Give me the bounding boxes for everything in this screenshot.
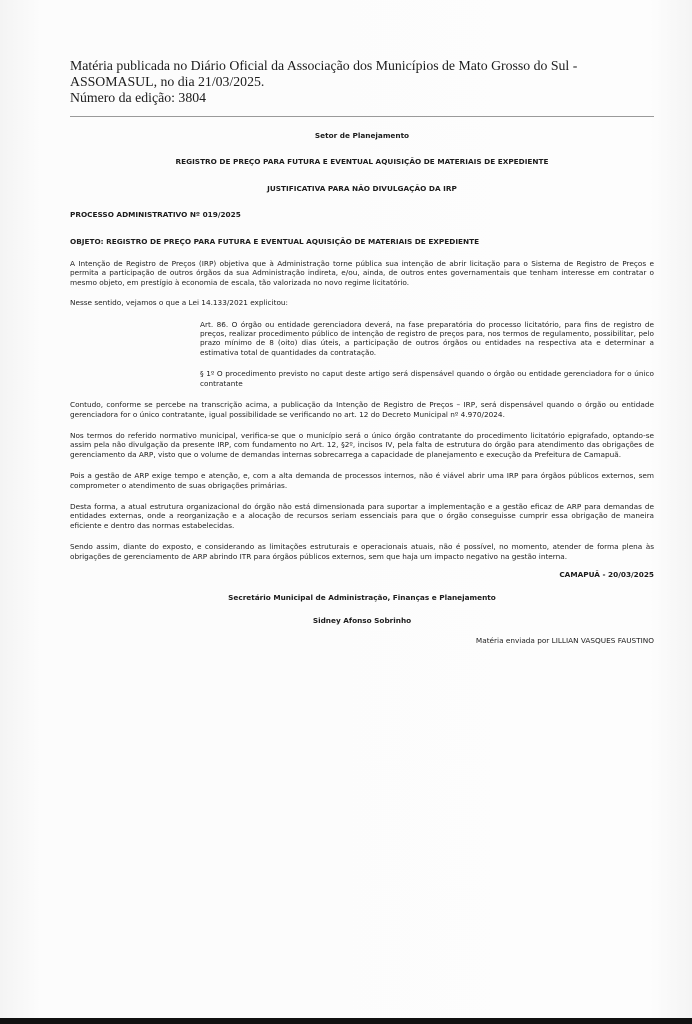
quote-paragraph-1: § 1º O procedimento previsto no caput deste artigo será dispensável quando o órgão ou entidade gerenciadora for o único contratante	[200, 369, 654, 388]
signer-name: Sidney Afonso Sobrinho	[312, 615, 412, 625]
document-title: REGISTRO DE PREÇO PARA FUTURA E EVENTUAL AQUISIÇÃO DE MATERIAIS DE EXPEDIENTE	[175, 157, 549, 167]
sector-heading: Setor de Planejamento	[314, 131, 410, 140]
header-line-2: ASSOMASUL, no dia 21/03/2025.	[70, 74, 265, 89]
object-line: OBJETO: REGISTRO DE PREÇO PARA FUTURA E EVENTUAL AQUISIÇÃO DE MATERIAIS DE EXPEDIENTE	[70, 236, 480, 246]
document-body	[70, 128, 654, 646]
process-number: PROCESSO ADMINISTRATIVO Nº 019/2025	[70, 210, 241, 220]
paragraph-6: Desta forma, a atual estrutura organizacional do órgão não está dimensionada para suportar a implementação e a gestão eficaz de ARP para demandas de entidades externas, onde a reorganização e a alocação de recursos seriam essenciais para que o órgão conseguisse cumprir essa obrigação de maneira eficiente e dentro das normas estabelecidas.	[70, 501, 654, 530]
document-subtitle: JUSTIFICATIVA PARA NÃO DIVULGAÇÃO DA IRP	[267, 183, 457, 193]
paragraph-5: Pois a gestão de ARP exige tempo e atenção, e, com a alta demanda de processos internos, não é viável abrir uma IRP para órgãos públicos externos, sem comprometer o atendimento de suas obrigações primárias.	[70, 471, 654, 490]
header-line-1: Matéria publicada no Diário Oficial da Associação dos Municípios de Mato Grosso do Sul -	[70, 58, 578, 73]
header-divider	[70, 116, 654, 117]
paragraph-7: Sendo assim, diante do exposto, e considerando as limitações estruturais e operacionais atuais, não é possível, no momento, atender de forma plena às obrigações de gerenciamento de ARP abrindo ITR para órgãos públicos externos, sem que haja um impacto negativo na gestão interna.	[70, 542, 654, 561]
paragraph-2: Nesse sentido, vejamos o que a Lei 14.133/2021 explicitou:	[70, 298, 289, 308]
paragraph-3: Contudo, conforme se percebe na transcrição acima, a publicação da Intenção de Registro de Preços – IRP, será dispensável quando o órgão ou entidade gerenciadora for o único contratante, igual possibilidade se verificando no art. 12 do Decreto Municipal nº 4.970/2024.	[70, 400, 654, 419]
paragraph-1: A Intenção de Registro de Preços (IRP) objetiva que à Administração torne pública sua intenção de abrir licitação para o Sistema de Registro de Preços e permita a participação de outros órgãos da sua Administração indireta, e/ou, ainda, de outros entes governamentais que tenham interesse em contratar o mesmo objeto, em prestígio à economia de escala, tão valorizada no novo regime licitatório.	[70, 259, 654, 287]
quote-article-86: Art. 86. O órgão ou entidade gerenciadora deverá, na fase preparatória do processo licitatório, para fins de registro de preços, realizar procedimento público de intenção de registro de preços para, nos termos de regulamento, possibilitar, pelo prazo mínimo de 8 (oito) dias úteis, a participação de outros órgãos ou entidades na respectiva ata e determinar a estimativa total de quantidades da contratação.	[200, 319, 654, 357]
place-date: CAMAPUÃ - 20/03/2025	[559, 569, 654, 579]
signer-role: Secretário Municipal de Administração, Finanças e Planejamento	[228, 593, 496, 603]
bottom-bar	[0, 1018, 692, 1024]
header-line-3: Número da edição: 3804	[70, 90, 207, 105]
sent-by-note: Matéria enviada por LILLIAN VASQUES FAUSTINO	[475, 636, 654, 646]
paragraph-4: Nos termos do referido normativo municipal, verifica-se que o município será o único órgão contratante do procedimento licitatório epigrafado, optando-se assim pela não divulgação da presente IRP, com fundamento no Art. 12, §2º, incisos IV, pela falta de estrutura do órgão para atendimento das obrigações de gerenciamento da ARP, visto que o volume de demandas internas sobrecarrega a capacidade de planejamento e execução da Prefeitura de Camapuã.	[70, 430, 654, 459]
publication-header	[70, 58, 630, 106]
